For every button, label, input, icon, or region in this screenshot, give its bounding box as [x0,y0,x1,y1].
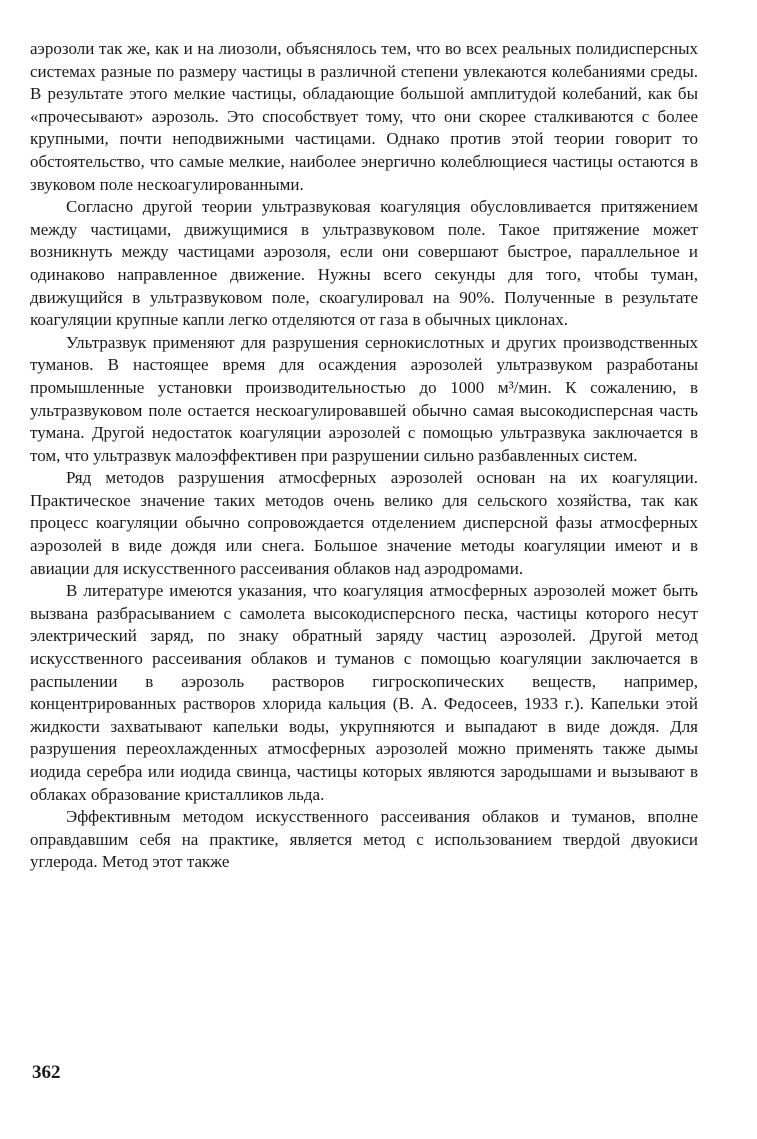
paragraph-continuation: аэрозоли так же, как и на лиозоли, объяснялось тем, что во всех реальных полидисперсных системах разные по размеру частицы в различной степени увлекаются колебаниями среды. В результате этого мелкие частицы, обладающие большой амплитудой колебаний, как бы «прочесывают» аэрозоль. Это способствует тому, что они скорее сталкиваются с более крупными, почти неподвижными частицами. Однако против этой теории говорит то обстоятельство, что самые мелкие, наиболее энергично колеблющиеся частицы остаются в звуковом поле нескоагулированными. [30,39,698,194]
paragraph: В литературе имеются указания, что коагуляция атмосферных аэрозолей может быть вызвана разбрасыванием с самолета высокодисперсного песка, частицы которого несут электрический заряд, по знаку обратный заряду частиц аэрозолей. Другой метод искусственного рассеивания облаков и туманов с помощью коагуляции заключается в распылении в аэрозоль растворов гигроскопических веществ, например, концентрированных растворов хлорида кальция (В. А. Федосеев, 1933 г.). Капельки этой жидкости захватывают капельки воды, укрупняются и выпадают в виде дождя. Для разрушения переохлажденных атмосферных аэрозолей можно применять также дымы иодида серебра или иодида свинца, частицы которых являются зародышами и вызывают в облаках образование кристалликов льда. [30,581,698,804]
page-number: 362 [32,1062,61,1083]
paragraph: Согласно другой теории ультразвуковая коагуляция обусловливается притяжением между частицами, движущимися в ультразвуковом поле. Такое притяжение может возникнуть между частицами аэрозоля, если они совершают быстрое, параллельное и одинаково направленное движение. Нужны всего секунды для того, чтобы туман, движущийся в ультразвуковом поле, скоагулировал на 90%. Полученные в результате коагуляции крупные капли легко отделяются от газа в обычных циклонах. [30,197,698,330]
paragraph: Ультразвук применяют для разрушения сернокислотных и других производственных туманов. В настоящее время для осаждения аэрозолей ультразвуком разработаны промышленные установки производительностью до 1000 м³/мин. К сожалению, в ультразвуковом поле остается нескоагулировавшей обычно самая высокодисперсная часть тумана. Другой недостаток коагуляции аэрозолей с помощью ультразвука заключается в том, что ультразвук малоэффективен при разрушении сильно разбавленных систем. [30,332,698,465]
page-body [30,38,698,874]
paragraph: Ряд методов разрушения атмосферных аэрозолей основан на их коагуляции. Практическое значение таких методов очень велико для сельского хозяйства, так как процесс коагуляции обычно сопровождается отделением дисперсной фазы атмосферных аэрозолей в виде дождя или снега. Большое значение методы коагуляции имеют и в авиации для искусственного рассеивания облаков над аэродромами. [30,468,698,578]
paragraph: Эффективным методом искусственного рассеивания облаков и туманов, вполне оправдавшим себя на практике, является метод с использованием твердой двуокиси углерода. Метод этот также [30,807,698,872]
